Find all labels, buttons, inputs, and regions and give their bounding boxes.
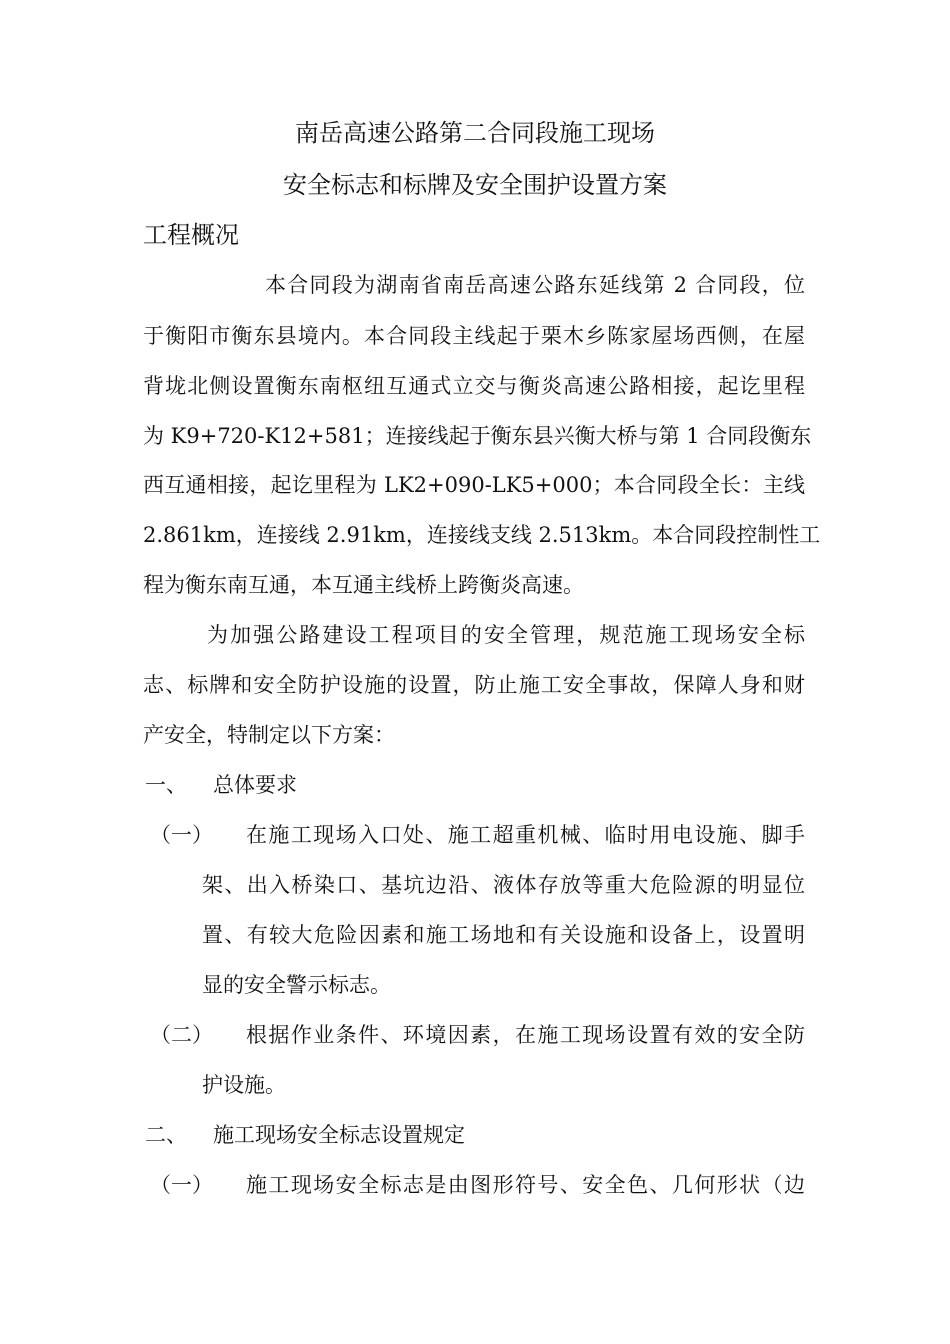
section-heading-overview: 工程概况	[143, 221, 239, 249]
part-2-heading: 施工现场安全标志设置规定	[213, 1123, 465, 1147]
overview-line: 背垅北侧设置衡东南枢纽互通式立交与衡炎高速公路相接，起讫里程	[143, 374, 805, 398]
purpose-line: 为加强公路建设工程项目的安全管理，规范施工现场安全标	[207, 623, 805, 647]
overview-line: 为 K9+720-K12+581；连接线起于衡东县兴衡大桥与第 1 合同段衡东	[143, 424, 812, 448]
part-1-heading: 总体要求	[213, 773, 297, 797]
part-2-number: 二、	[145, 1123, 187, 1147]
part-1-item-2-marker: （二）	[150, 1023, 213, 1047]
overview-line: 程为衡东南互通，本互通主线桥上跨衡炎高速。	[143, 573, 584, 597]
overview-line: 西互通相接，起讫里程为 LK2+090-LK5+000；本合同段全长：主线	[143, 473, 805, 497]
part-2-item-1-line: 施工现场安全标志是由图形符号、安全色、几何形状（边	[246, 1173, 805, 1197]
document-title-line-2: 安全标志和标牌及安全围护设置方案	[283, 171, 667, 199]
part-1-item-1-marker: （一）	[150, 823, 213, 847]
purpose-line: 志、标牌和安全防护设施的设置，防止施工安全事故，保障人身和财	[143, 673, 805, 697]
part-1-item-2-line: 根据作业条件、环境因素，在施工现场设置有效的安全防	[246, 1023, 805, 1047]
part-2-item-1-marker: （一）	[150, 1173, 213, 1197]
overview-line: 本合同段为湖南省南岳高速公路东延线第 2 合同段，位	[265, 273, 805, 297]
document-title-line-1: 南岳高速公路第二合同段施工现场	[295, 119, 655, 147]
part-1-number: 一、	[145, 773, 187, 797]
part-1-item-1-line: 架、出入桥染口、基坑边沿、液体存放等重大危险源的明显位	[202, 873, 805, 897]
part-1-item-2-line: 护设施。	[202, 1073, 286, 1097]
part-1-item-1-line: 显的安全警示标志。	[202, 973, 391, 997]
part-1-item-1-line: 在施工现场入口处、施工超重机械、临时用电设施、脚手	[246, 823, 805, 847]
part-1-item-1-line: 置、有较大危险因素和施工场地和有关设施和设备上，设置明	[202, 923, 805, 947]
purpose-line: 产安全，特制定以下方案：	[143, 723, 395, 747]
overview-line: 2.861km，连接线 2.91km，连接线支线 2.513km。本合同段控制性工	[143, 523, 821, 547]
overview-line: 于衡阳市衡东县境内。本合同段主线起于栗木乡陈家屋场西侧，在屋	[143, 324, 805, 348]
